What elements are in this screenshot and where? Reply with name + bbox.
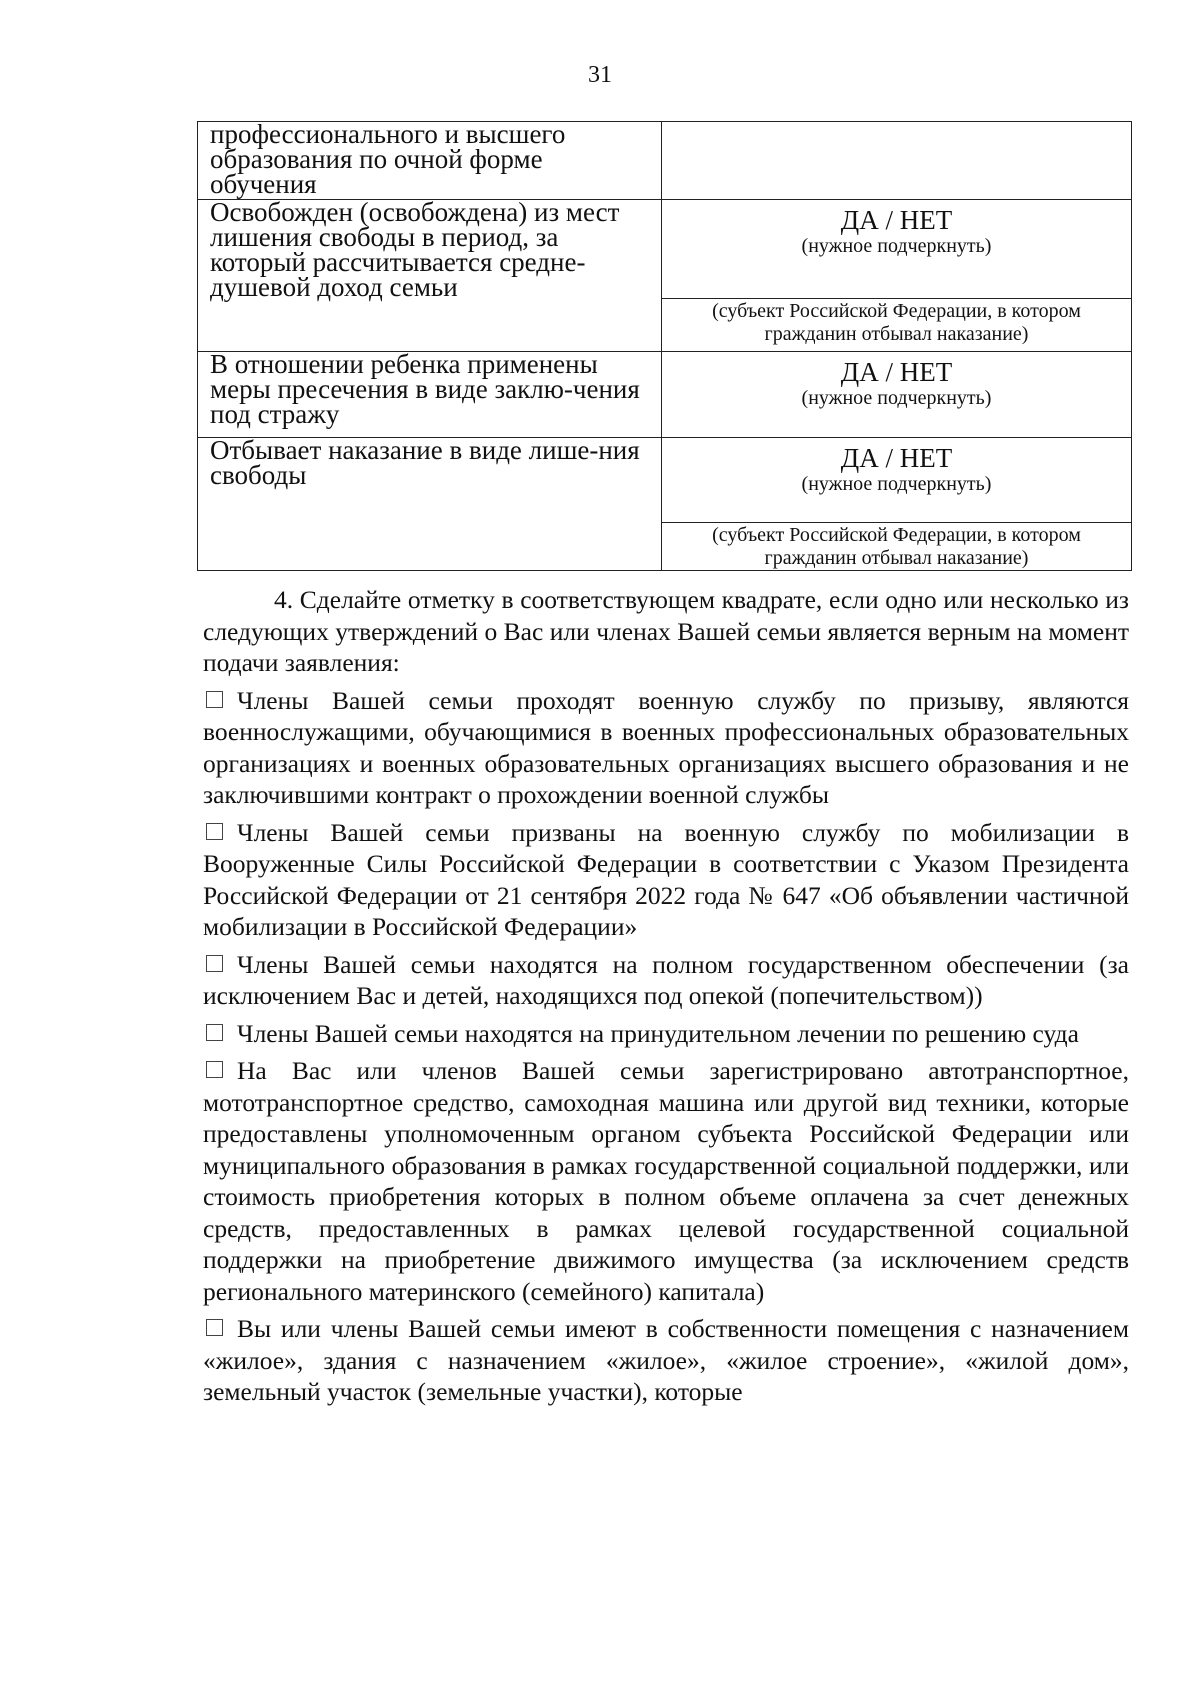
answer-cell <box>662 438 1132 571</box>
checkbox-icon[interactable] <box>206 1024 223 1041</box>
question-cell: профессионального и высшего образования по очной форме обучения <box>198 122 662 200</box>
checkbox-label: Вы или члены Вашей семьи имеют в собственности помещения с назначением «жилое», здания с назначением «жилое», «жилое строение», «жилой дом», земельный участок (земельные участки), которые <box>203 1314 1129 1406</box>
hint-text: (нужное подчеркнуть) <box>801 235 992 257</box>
checkbox-item <box>203 817 1129 943</box>
table-row <box>198 352 1132 438</box>
checkbox-item <box>203 1018 1129 1050</box>
checkbox-item <box>203 949 1129 1012</box>
yes-no-option[interactable]: ДА / НЕТ <box>840 205 953 235</box>
section-4 <box>203 584 1129 1414</box>
table-row <box>198 122 1132 200</box>
section-intro: 4. Сделайте отметку в соответствующем квадрате, если одно или несколько из следующих утверждений о Вас или членах Вашей семьи является верным на момент подачи заявления: <box>203 585 1129 677</box>
hint-text: (нужное подчеркнуть) <box>801 387 992 409</box>
checkbox-item <box>203 1055 1129 1307</box>
page-number: 31 <box>588 62 612 88</box>
checkbox-label: Члены Вашей семьи проходят военную службу по призыву, являются военнослужащими, обучающимися в военных профессиональных образовательных организациях и военных образовательных организациях высшего образования и не заключившими контракт о прохождении военной службы <box>203 685 1129 809</box>
question-cell: Отбывает наказание в виде лише-ния свободы <box>198 438 662 571</box>
subject-field[interactable]: (субъект Российской Федерации, в котором гражданин отбывал наказание) <box>662 298 1131 346</box>
question-cell: Освобожден (освобождена) из мест лишения свободы в период, за который рассчитывается средне-душевой доход семьи <box>198 200 662 352</box>
checkbox-icon[interactable] <box>206 955 223 972</box>
table-row <box>198 200 1132 352</box>
checkbox-label: На Вас или членов Вашей семьи зарегистрировано автотранспортное, мототранспортное средство, самоходная машина или другой вид техники, которые предоставлены уполномоченным органом субъекта Российской Федерации или муниципального образования в рамках государственной социальной поддержки, или стоимость приобретения которых в полном объеме оплачена за счет денежных средств, предоставленных в рамках целевой государственной социальной поддержки на приобретение движимого имущества (за исключением средств регионального материнского (семейного) капитала) <box>203 1056 1129 1306</box>
subject-field[interactable]: (субъект Российской Федерации, в котором гражданин отбывал наказание) <box>662 522 1131 570</box>
form-table <box>197 121 1132 571</box>
answer-cell <box>662 200 1132 352</box>
question-cell: В отношении ребенка применены меры пресечения в виде заклю-чения под стражу <box>198 352 662 438</box>
checkbox-icon[interactable] <box>206 823 223 840</box>
checkbox-label: Члены Вашей семьи находятся на полном государственном обеспечении (за исключением Вас и детей, находящихся под опекой (попечительством)) <box>203 949 1129 1010</box>
yes-no-option[interactable]: ДА / НЕТ <box>840 443 953 473</box>
table-row <box>198 438 1132 571</box>
checkbox-icon[interactable] <box>206 1061 223 1078</box>
checkbox-icon[interactable] <box>206 1319 223 1336</box>
checkbox-item <box>203 1313 1129 1408</box>
answer-cell <box>662 122 1132 200</box>
answer-cell <box>662 352 1132 438</box>
checkbox-label: Члены Вашей семьи находятся на принудительном лечении по решению суда <box>237 1018 1079 1048</box>
checkbox-item <box>203 685 1129 811</box>
yes-no-option[interactable]: ДА / НЕТ <box>840 357 953 387</box>
checkbox-label: Члены Вашей семьи призваны на военную службу по мобилизации в Вооруженные Силы Российской Федерации в соответствии с Указом Президента Российской Федерации от 21 сентября 2022 года № 647 «Об объявлении частичной мобилизации в Российской Федерации» <box>203 817 1129 941</box>
checkbox-icon[interactable] <box>206 691 223 708</box>
hint-text: (нужное подчеркнуть) <box>801 473 992 495</box>
